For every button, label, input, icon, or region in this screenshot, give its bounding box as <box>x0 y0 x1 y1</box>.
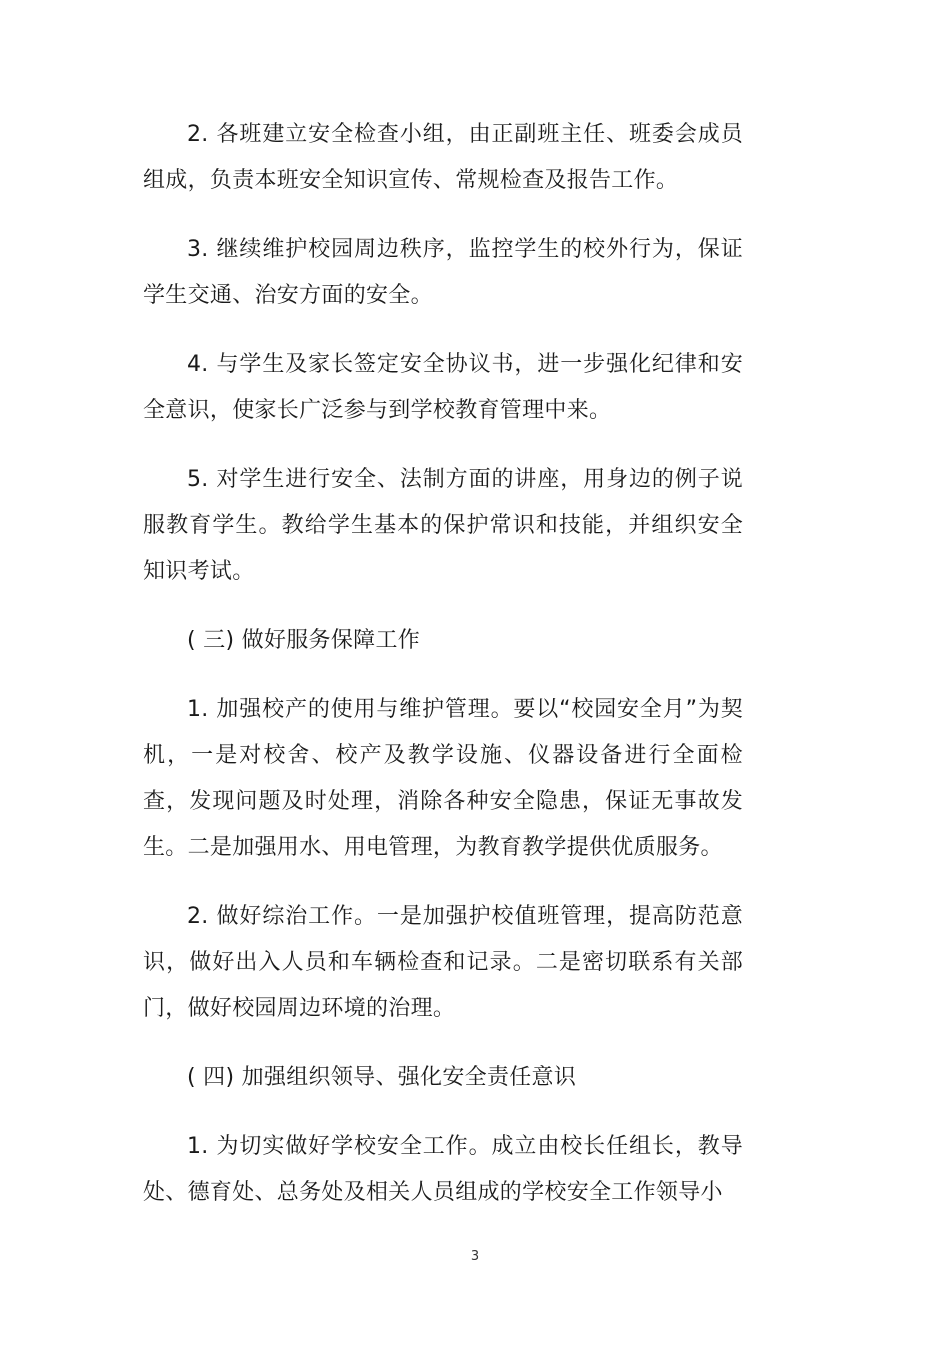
paragraph-item-2: 2. 各班建立安全检查小组，由正副班主任、班委会成员组成，负责本班安全知识宣传、常规检查及报告工作。 <box>143 122 743 193</box>
paragraph-item-4: 4. 与学生及家长签定安全协议书，进一步强化纪律和安全意识，使家长广泛参与到学校教育管理中来。 <box>143 352 743 423</box>
paragraph-item-2-security: 2. 做好综治工作。一是加强护校值班管理，提高防范意识，做好出入人员和车辆检查和记录。二是密切联系有关部门，做好校园周边环境的治理。 <box>143 904 743 1021</box>
paragraph-item-5: 5. 对学生进行安全、法制方面的讲座，用身边的例子说服教育学生。教给学生基本的保护常识和技能，并组织安全知识考试。 <box>143 467 743 584</box>
section-heading-3: ( 三) 做好服务保障工作 <box>187 628 421 653</box>
paragraph-item-1-leadership: 1. 为切实做好学校安全工作。成立由校长任组长，教导处、德育处、总务处及相关人员组成的学校安全工作领导小 <box>143 1134 743 1205</box>
paragraph-item-1-assets: 1. 加强校产的使用与维护管理。要以“校园安全月”为契机，一是对校舍、校产及教学设施、仪器设备进行全面检查，发现问题及时处理，消除各种安全隐患，保证无事故发生。二是加强用水、用电管理，为教育教学提供优质服务。 <box>143 697 743 860</box>
section-heading-4: ( 四) 加强组织领导、强化安全责任意识 <box>187 1065 577 1090</box>
page-number: 3 <box>470 1249 480 1264</box>
paragraph-item-3: 3. 继续维护校园周边秩序，监控学生的校外行为，保证学生交通、治安方面的安全。 <box>143 237 743 308</box>
document-body <box>143 112 743 1239</box>
